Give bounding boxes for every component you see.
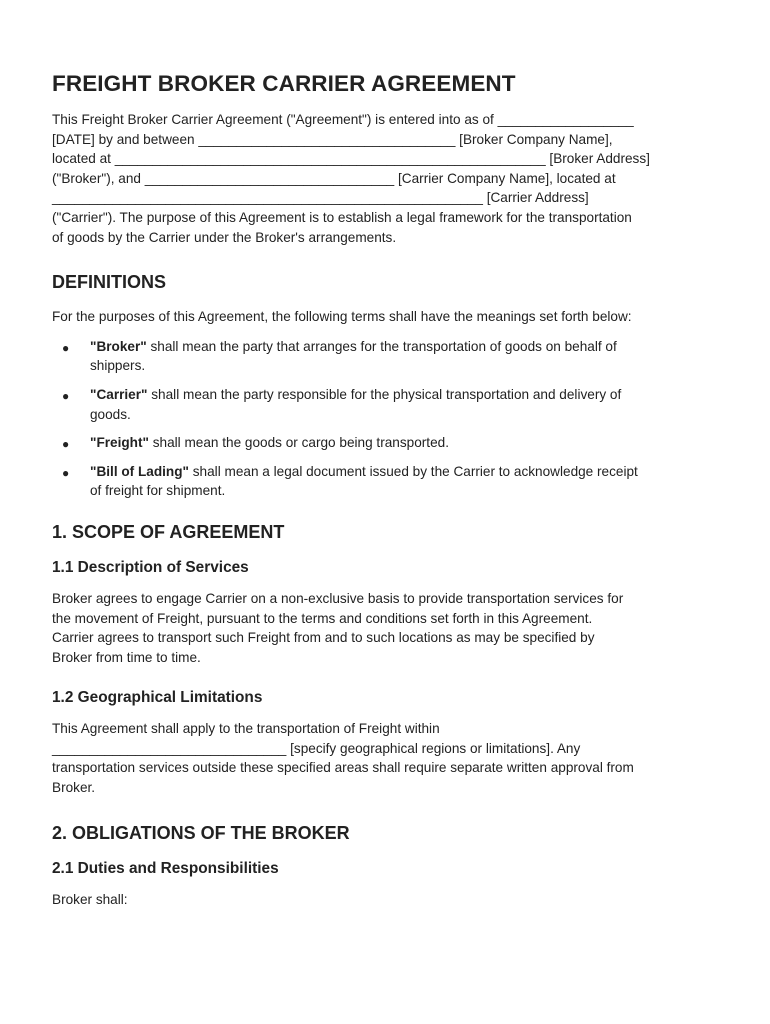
intro-line: This Freight Broker Carrier Agreement ("Agreement") is entered into as of __________________ [52,112,634,127]
intro-line: located at _________________________________________________________ [Broker Address] [52,151,650,167]
document-title: FREIGHT BROKER CARRIER AGREEMENT [52,71,516,96]
definition-item [52,462,718,501]
paragraph-line: transportation services outside these specified areas shall require separate written approval from [52,760,634,776]
definition-text: shall mean the goods or cargo being transported. [148,435,449,451]
definitions-heading: DEFINITIONS [52,272,167,293]
definition-text: goods. [90,406,131,422]
paragraph-line: Broker agrees to engage Carrier on a non-exclusive basis to provide transportation services for [52,590,624,606]
intro-line: ("Broker"), and _________________________________ [Carrier Company Name], located at [52,170,616,186]
paragraph-line: Broker shall: [52,891,128,907]
intro-line: _________________________________________________________ [Carrier Address] [52,190,589,206]
definition-text: shall mean a legal document issued by the Carrier to acknowledge receipt [188,463,638,479]
paragraph-line: _______________________________ [specify geographical regions or limitations]. Any [52,740,581,756]
definition-item [52,385,718,424]
intro-paragraph [52,110,718,247]
definition-item [52,433,718,453]
description-of-services-paragraph [52,589,718,667]
geographical-limitations-heading: 1.2 Geographical Limitations [52,689,263,707]
definitions-list [52,337,718,501]
definition-text: shippers. [90,358,146,374]
paragraph-line: This Agreement shall apply to the transportation of Freight within [52,721,440,737]
definition-term: "Broker" [90,338,147,354]
description-of-services-heading: 1.1 Description of Services [52,558,249,576]
geographical-limitations-paragraph [52,719,718,797]
scope-heading: 1. SCOPE OF AGREEMENT [52,521,285,542]
paragraph-line: the movement of Freight, pursuant to the terms and conditions set forth in this Agreement. [52,610,593,626]
bullet-icon: ● [62,388,70,403]
intro-line: of goods by the Carrier under the Broker's arrangements. [52,229,397,245]
definition-text: shall mean the party responsible for the physical transportation and delivery of [147,386,622,402]
definitions-lead: For the purposes of this Agreement, the following terms shall have the meanings set forth below: [52,309,632,325]
definition-term: "Carrier" [90,386,148,402]
obligations-heading: 2. OBLIGATIONS OF THE BROKER [52,822,350,843]
definition-item [52,337,718,376]
definition-term: "Freight" [90,435,149,451]
duties-heading: 2.1 Duties and Responsibilities [52,859,279,877]
definition-text: shall mean the party that arranges for the transportation of goods on behalf of [146,338,617,354]
definition-term: "Bill of Lading" [90,463,189,479]
paragraph-line: Broker from time to time. [52,649,201,665]
definition-text: of freight for shipment. [90,483,226,499]
intro-line: ("Carrier"). The purpose of this Agreement is to establish a legal framework for the transportation [52,209,632,225]
paragraph-line: Carrier agrees to transport such Freight from and to such locations as may be specified by [52,630,595,646]
bullet-icon: ● [62,437,70,452]
bullet-icon: ● [62,340,70,355]
bullet-icon: ● [62,465,70,480]
paragraph-line: Broker. [52,780,96,796]
intro-line: [DATE] by and between __________________________________ [Broker Company Name], [52,131,613,147]
